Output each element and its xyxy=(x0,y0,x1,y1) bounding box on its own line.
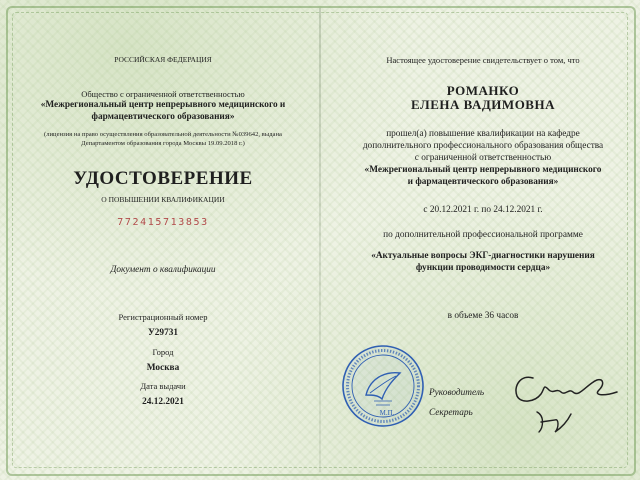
body-line4: «Межрегиональный центр непрерывного медицинского xyxy=(364,165,602,175)
city-value: Москва xyxy=(146,363,180,373)
doc-type: Документ о квалификации xyxy=(110,265,216,275)
license-line2: Департаментом образования города Москвы 19.09.2018 г.) xyxy=(81,140,245,147)
secretary-label: Секретарь xyxy=(429,408,473,418)
certifies-text: Настоящее удостоверение свидетельствует о том, что xyxy=(386,55,580,65)
body-line1: прошел(а) повышение квалификации на кафедре xyxy=(386,129,580,139)
round-seal-icon xyxy=(340,343,426,429)
center-fold xyxy=(319,8,321,472)
body-line5: и фармацевтического образования» xyxy=(407,177,559,187)
reg-number-value: У29731 xyxy=(147,328,179,338)
org-name-line1: «Межрегиональный центр непрерывного медицинского и xyxy=(40,100,286,110)
stamp-initials: М.П. xyxy=(379,409,395,417)
secretary-signature-icon xyxy=(525,398,585,438)
recipient-given-names: ЕЛЕНА ВАДИМОВНА xyxy=(411,97,555,112)
program-intro: по дополнительной профессиональной программе xyxy=(383,230,583,240)
org-name-line2: фармацевтического образования» xyxy=(91,112,235,122)
training-period: с 20.12.2021 г. по 24.12.2021 г. xyxy=(423,205,543,215)
document-title: УДОСТОВЕРЕНИЕ xyxy=(73,168,253,189)
city-label: Город xyxy=(152,347,174,357)
head-label: Руководитель xyxy=(429,388,485,398)
document-subtitle: О ПОВЫШЕНИИ КВАЛИФИКАЦИИ xyxy=(101,195,225,204)
program-line1: «Актуальные вопросы ЭКГ-диагностики нарушения xyxy=(371,251,595,261)
body-line3: с ограниченной ответственностью xyxy=(414,153,552,163)
country-label: РОССИЙСКАЯ ФЕДЕРАЦИЯ xyxy=(114,55,212,64)
reg-number-label: Регистрационный номер xyxy=(118,312,208,322)
recipient-surname: РОМАНКО xyxy=(446,83,520,98)
issue-date-value: 24.12.2021 xyxy=(142,397,184,407)
org-type: Общество с ограниченной ответственностью xyxy=(81,89,245,99)
issue-date-label: Дата выдачи xyxy=(140,381,186,391)
license-line1: (лицензия на право осуществления образовательной деятельности №039642, выдана xyxy=(44,131,282,138)
serial-number: 772415713853 xyxy=(117,217,209,228)
body-line2: дополнительного профессионального образования общества xyxy=(362,141,604,151)
program-line2: функции проводимости сердца» xyxy=(415,263,551,273)
course-volume: в объеме 36 часов xyxy=(447,311,519,321)
